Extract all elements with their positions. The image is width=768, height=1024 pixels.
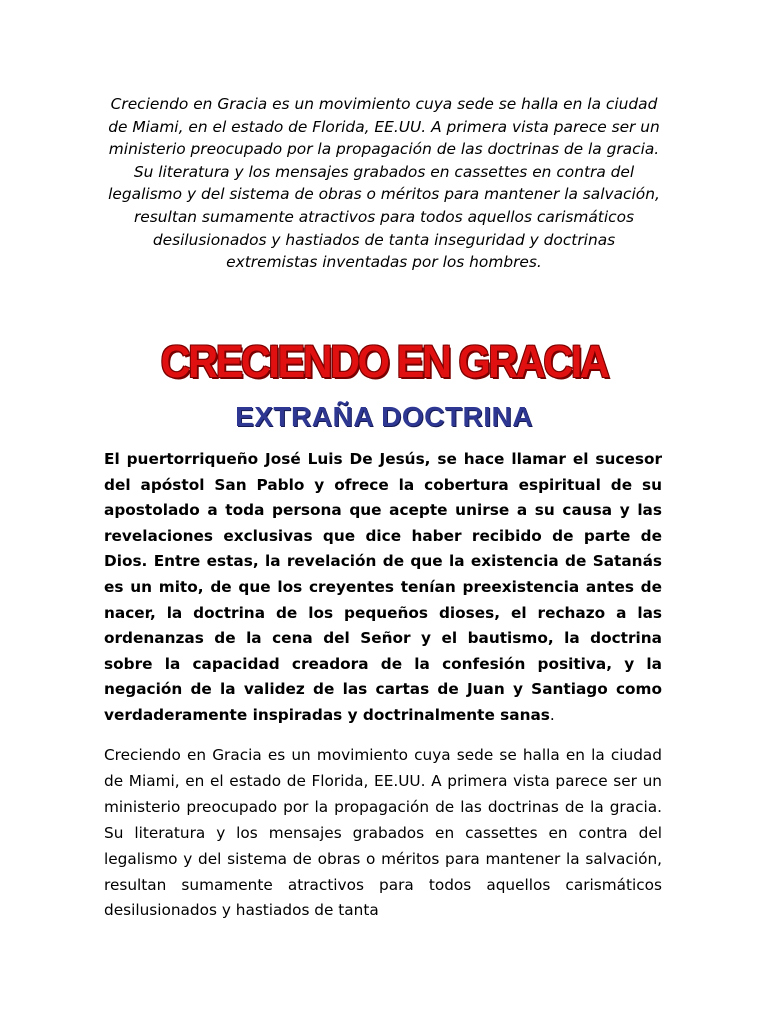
intro-paragraph: Creciendo en Gracia es un movimiento cuya sede se halla en la ciudad de Miami, en el estado de Florida, EE.UU. A primera vista parece ser un ministerio preocupado por la propagación de las doctrinas de la gracia. Su literatura y los mensajes grabados en cassettes en contra del legalismo y del sistema de obras o méritos para mantener la salvación, resultan sumamente atractivos para todos aquellos carismáticos desilusionados y hastiados de tanta inseguridad y doctrinas extremistas inventadas por los hombres. (108, 95, 660, 272)
subtitle: EXTRAÑA DOCTRINA (235, 401, 533, 432)
bold-paragraph-text: El puertorriqueño José Luis De Jesús, se hace llamar el sucesor del apóstol San Pablo y ofrece la cobertura espiritual de su apostolado a toda persona que acepte unirse a su causa y las revelaciones exclusivas que dice haber recibido de parte de Dios. Entre estas, la revelación de que la existencia de Satanás es un mito, de que los creyentes tenían preexistencia antes de nacer, la doctrina de los pequeños dioses, el rechazo a las ordenanzas de la cena del Señor y el bautismo, la doctrina sobre la capacidad creadora de la confesión positiva, y la negación de la validez de las cartas de Juan y Santiago como verdaderamente inspiradas y doctrinalmente sanas (104, 450, 662, 724)
bold-paragraph-period: . (549, 705, 555, 724)
main-title: CRECIENDO EN GRACIA (160, 336, 608, 387)
bold-paragraph (104, 447, 662, 729)
body-paragraph: Creciendo en Gracia es un movimiento cuya sede se halla en la ciudad de Miami, en el estado de Florida, EE.UU. A primera vista parece ser un ministerio preocupado por la propagación de las doctrinas de la gracia. Su literatura y los mensajes grabados en cassettes en contra del legalismo y del sistema de obras o méritos para mantener la salvación, resultan sumamente atractivos para todos aquellos carismáticos desilusionados y hastiados de tanta (104, 746, 662, 920)
